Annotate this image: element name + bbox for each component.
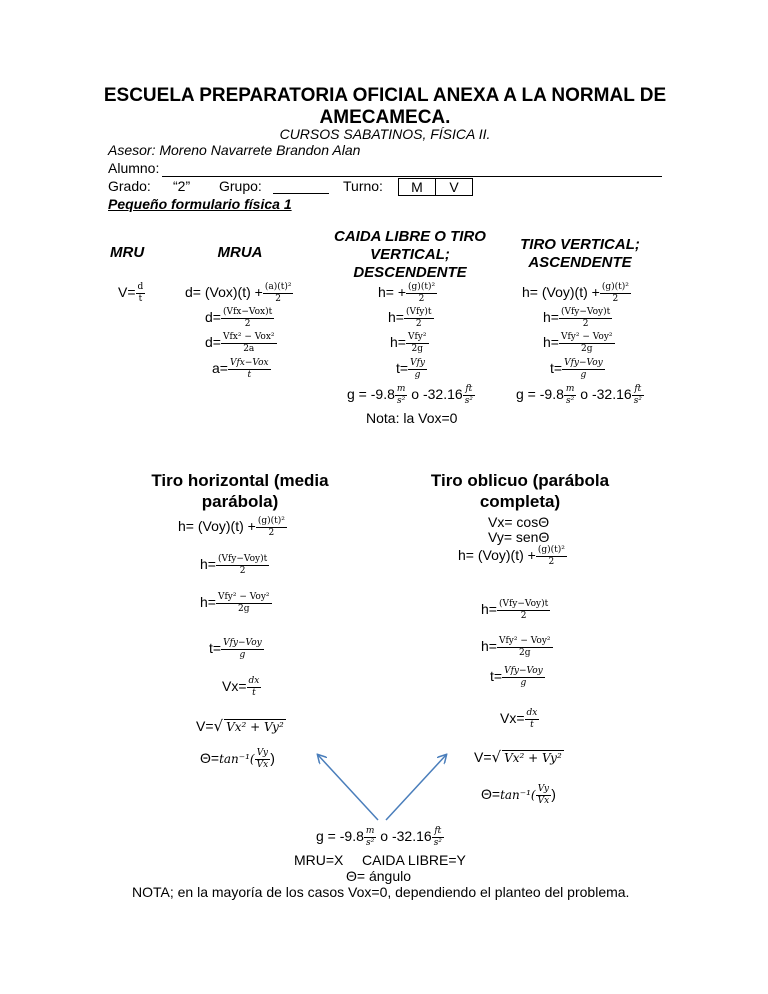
mrua-formula-4: a= $\frac{\text{Vfx−Vox}}{t}$ — [212, 358, 269, 380]
form-title: Pequeño formulario física 1 — [108, 196, 292, 212]
arrow-left — [318, 755, 378, 820]
caida-note: Nota: la Vox=0 — [366, 410, 458, 426]
ascendente-title: TIRO VERTICAL; ASCENDENTE — [520, 236, 640, 271]
oblicuo-formula-6: V=√ Vx² + Vy² — [474, 748, 562, 766]
oblicuo-formula-3: h= $\frac{\text{Vfy² − Voy²}}{2g}$ — [481, 636, 551, 658]
advisor-line: Asesor: Moreno Navarrete Brandon Alan — [108, 142, 361, 158]
caida-formula-4: t= $\frac{\text{Vfy}}{g}$ — [396, 358, 425, 380]
horizontal-formula-1: h= (Voy)(t) + $\frac{\text{(g)(t)²}}{2}$ — [178, 516, 285, 538]
ascendente-formula-2: h= $\frac{\text{(Vfy−Voy)t}}{2}$ — [543, 307, 611, 329]
mru-title: MRU — [110, 244, 145, 261]
horizontal-formula-6: V=√ Vx² + Vy² — [196, 717, 284, 735]
school-title-line2: AMECAMECA. — [319, 107, 451, 128]
mru-formula-v: V= $\frac{d}{t}$ — [118, 282, 144, 304]
ascendente-formula-1: h= (Voy)(t) + $\frac{\text{(g)(t)²}}{2}$ — [522, 282, 629, 304]
student-label: Alumno: — [108, 160, 160, 176]
ascendente-formula-4: t= $\frac{\text{Vfy−Voy}}{g}$ — [550, 358, 603, 380]
footer-mru-axis: MRU=X — [294, 852, 344, 868]
oblicuo-formula-7: Θ=tan⁻¹( $\frac{Vy}{Vx}$ ) — [481, 784, 556, 806]
oblicuo-formula-5: Vx= $\frac{dx}{t}$ — [500, 708, 538, 730]
school-title-line1: ESCUELA PREPARATORIA OFICIAL ANEXA A LA NORMAL DE — [103, 85, 667, 106]
group-label: Grupo: — [219, 178, 262, 194]
mrua-title: MRUA — [217, 244, 263, 261]
footer-theta-def: Θ= ángulo — [346, 868, 411, 884]
arrow-right — [386, 755, 446, 820]
oblicuo-vx: Vx= cosΘ — [488, 514, 550, 530]
ascendente-formula-3: h= $\frac{\text{Vfy² − Voy²}}{2g}$ — [543, 332, 613, 354]
mrua-formula-1: d= (Vox)(t) + $\frac{\text{(a)(t)²}}{2}$ — [185, 282, 292, 304]
caida-formula-2: h= $\frac{\text{(Vfy)t}}{2}$ — [388, 307, 432, 329]
oblicuo-formula-2: h= $\frac{\text{(Vfy−Voy)t}}{2}$ — [481, 599, 549, 621]
caida-title: CAIDA LIBRE O TIRO VERTICAL; DESCENDENTE — [334, 228, 486, 281]
footer-gravity: g = -9.8 $\frac{m}{\text{s²}}$ o -32.16 $\frac{ft}{\text{s²}}$ — [316, 826, 442, 848]
mrua-formula-2: d= $\frac{\text{(Vfx−Vox)t}}{2}$ — [205, 307, 273, 329]
shift-option-v[interactable]: V — [435, 178, 473, 196]
shift-option-m[interactable]: M — [398, 178, 436, 196]
mrua-formula-3: d= $\frac{\text{Vfx² − Vox²}}{2a}$ — [205, 332, 275, 354]
horizontal-title: Tiro horizontal (media parábola) — [151, 471, 329, 511]
grade-value: “2” — [173, 178, 191, 194]
footer-caida-axis: CAIDA LIBRE=Y — [362, 852, 466, 868]
horizontal-formula-5: Vx= $\frac{dx}{t}$ — [222, 676, 260, 698]
shift-label: Turno: — [343, 178, 383, 194]
caida-formula-1: h= + $\frac{\text{(g)(t)²}}{2}$ — [378, 282, 436, 304]
grade-label: Grado: — [108, 178, 151, 194]
horizontal-formula-2: h= $\frac{\text{(Vfy−Voy)t}}{2}$ — [200, 554, 268, 576]
caida-gravity: g = -9.8 $\frac{m}{\text{s²}}$ o -32.16 $\frac{ft}{\text{s²}}$ — [347, 384, 473, 406]
course-subtitle: CURSOS SABATINOS, FÍSICA II. — [279, 126, 491, 142]
caida-formula-3: h= $\frac{\text{Vfy²}}{2g}$ — [390, 332, 427, 354]
oblicuo-vy: Vy= senΘ — [488, 529, 550, 545]
oblicuo-formula-4: t= $\frac{\text{Vfy−Voy}}{g}$ — [490, 666, 543, 688]
footer-note: NOTA; en la mayoría de los casos Vox=0, dependiendo el planteo del problema. — [132, 884, 630, 900]
horizontal-formula-3: h= $\frac{\text{Vfy² − Voy²}}{2g}$ — [200, 592, 270, 614]
ascendente-gravity: g = -9.8 $\frac{m}{\text{s²}}$ o -32.16 $\frac{ft}{\text{s²}}$ — [516, 384, 642, 406]
horizontal-formula-7: Θ=tan⁻¹( $\frac{Vy}{Vx}$ ) — [200, 748, 275, 770]
horizontal-formula-4: t= $\frac{\text{Vfy−Voy}}{g}$ — [209, 638, 262, 660]
oblicuo-title: Tiro oblicuo (parábola completa) — [430, 471, 610, 511]
oblicuo-formula-1: h= (Voy)(t) + $\frac{\text{(g)(t)²}}{2}$ — [458, 545, 565, 567]
